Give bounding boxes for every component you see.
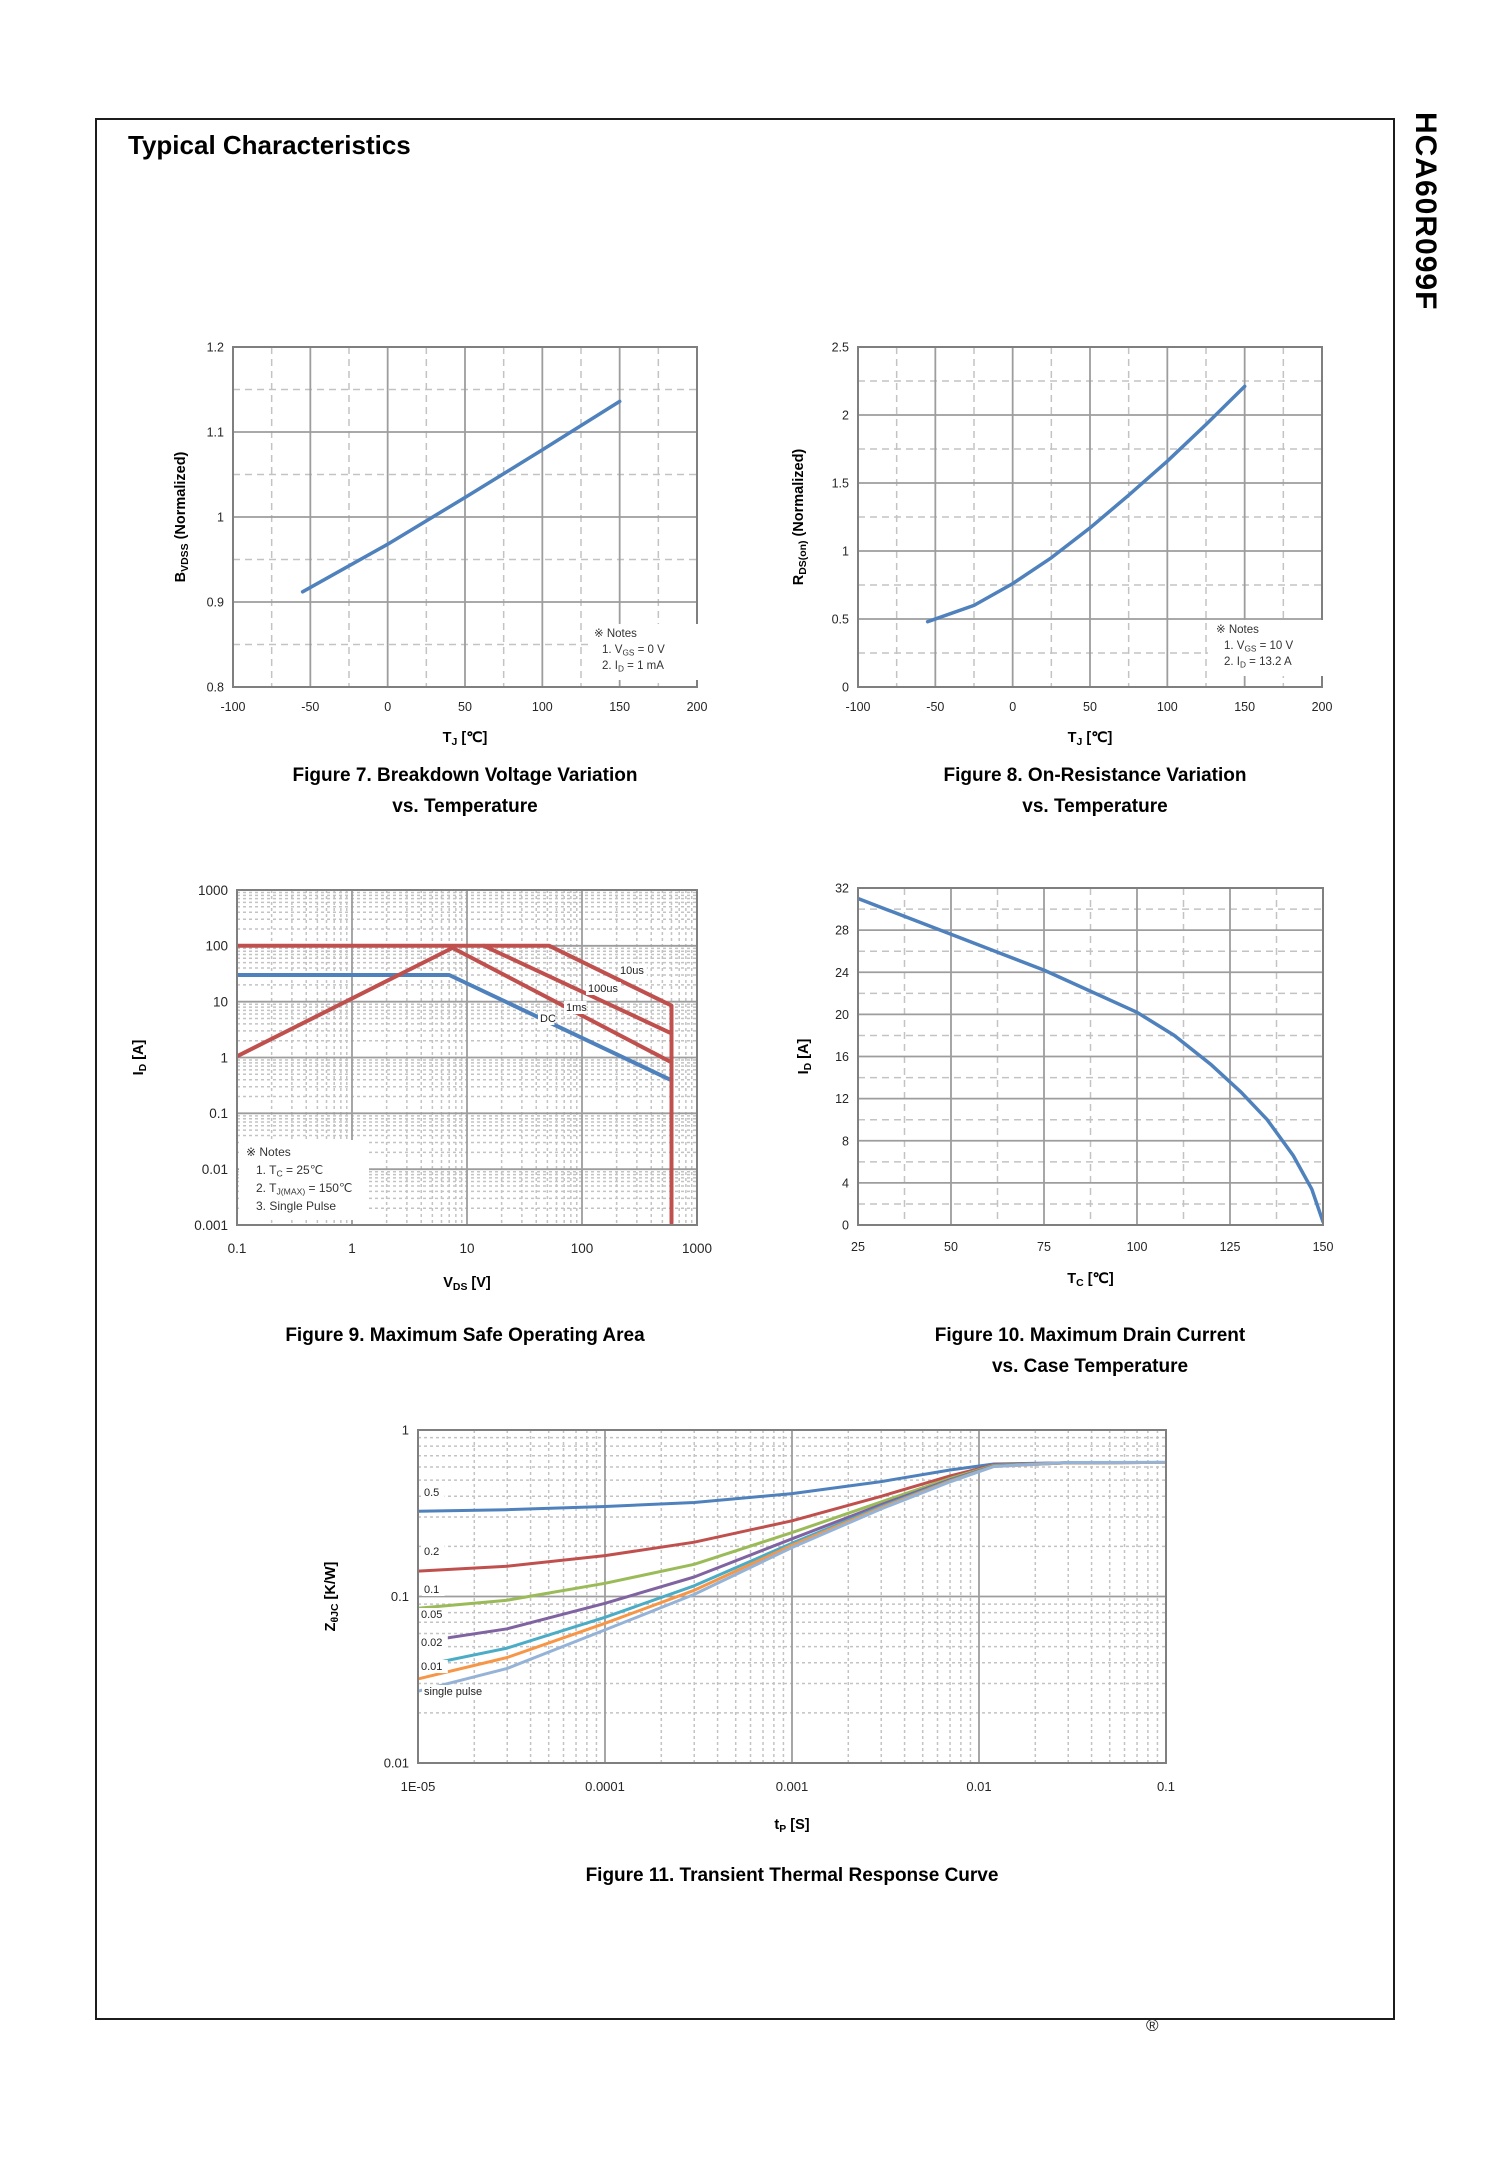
figure10-chart (796, 882, 1333, 1290)
svg-text:1000: 1000 (681, 1241, 713, 1256)
figure10-caption-line2: vs. Case Temperature (991, 1356, 1189, 1377)
svg-text:0.05: 0.05 (421, 1609, 443, 1621)
svg-text:※ Notes: ※ Notes (1216, 624, 1259, 636)
figure8-caption-line2: vs. Temperature (1022, 796, 1168, 817)
svg-text:100: 100 (531, 700, 553, 714)
svg-text:150: 150 (1312, 1240, 1334, 1254)
svg-text:※ Notes: ※ Notes (594, 628, 637, 640)
svg-text:DC: DC (540, 1013, 556, 1025)
series-BVDSS-normalized (303, 401, 620, 591)
svg-text:0.2: 0.2 (424, 1546, 440, 1558)
svg-text:2. ID = 13.2 A: 2. $I_D = 13.2$ A (1224, 656, 1292, 670)
figure8-caption-line1: Figure 8. On-Resistance Variation (943, 765, 1247, 786)
registered-mark: ® (1146, 2016, 1159, 2035)
svg-text:75: 75 (1037, 1240, 1051, 1254)
svg-text:12: 12 (835, 1092, 849, 1107)
svg-text:3. Single Pulse: 3. Single Pulse (256, 1199, 337, 1213)
svg-text:150: 150 (1234, 700, 1256, 714)
svg-text:200: 200 (686, 700, 708, 714)
figure9-caption-line1: Figure 9. Maximum Safe Operating Area (285, 1325, 645, 1346)
svg-text:32: 32 (835, 881, 849, 896)
svg-text:1ms: 1ms (566, 1002, 587, 1014)
svg-text:100us: 100us (588, 983, 618, 995)
svg-text:RDS(on) (Normalized): $R_{DS(on)}$ (Normalized) (791, 448, 810, 586)
svg-text:100: 100 (1156, 700, 1178, 714)
figure7-chart (173, 341, 707, 749)
svg-text:100: 100 (570, 1241, 594, 1256)
svg-text:25: 25 (851, 1240, 865, 1254)
svg-text:1. TC = 25℃: 1. $T_C$ = 25℃ (256, 1163, 324, 1179)
svg-text:single pulse: single pulse (424, 1686, 483, 1698)
svg-text:ID [A]: $I_D$ [A] (131, 1039, 150, 1076)
svg-text:0: 0 (842, 1218, 849, 1233)
svg-text:2: 2 (842, 408, 849, 423)
page-title: Typical Characteristics (128, 130, 411, 160)
svg-text:125: 125 (1219, 1240, 1241, 1254)
svg-text:1.2: 1.2 (206, 340, 224, 355)
svg-text:1E-05: 1E-05 (400, 1779, 436, 1794)
svg-text:0.01: 0.01 (383, 1755, 409, 1771)
svg-text:200: 200 (1311, 700, 1333, 714)
svg-text:50: 50 (1083, 700, 1097, 714)
svg-text:1. VGS = 0 V: 1. $V_{GS} = 0$ V (602, 644, 665, 658)
figure8-caption (810, 760, 1380, 822)
svg-text:0.1: 0.1 (1156, 1779, 1176, 1794)
svg-text:※ Notes: ※ Notes (246, 1145, 291, 1159)
svg-text:0: 0 (842, 680, 849, 695)
svg-text:0.9: 0.9 (206, 595, 224, 610)
svg-text:8: 8 (842, 1134, 849, 1149)
svg-text:VDS [V]: $V_{DS}$ [V] (443, 1275, 491, 1294)
svg-text:0.1: 0.1 (227, 1241, 247, 1256)
svg-text:TJ [℃]: $T_J$ [℃] (442, 730, 488, 749)
svg-text:1: 1 (217, 510, 224, 525)
svg-text:1.1: 1.1 (206, 425, 224, 440)
svg-text:0.0001: 0.0001 (585, 1779, 625, 1794)
svg-text:0.02: 0.02 (421, 1637, 443, 1649)
svg-text:0: 0 (384, 700, 392, 714)
svg-text:tP [S]: $t_P$ [S] (774, 1817, 810, 1836)
figure9-caption (165, 1320, 765, 1351)
figure7-caption (180, 760, 750, 822)
svg-text:1. VGS = 10 V: 1. $V_{GS} = 10$ V (1224, 640, 1294, 654)
svg-text:10: 10 (459, 1241, 475, 1256)
part-number: HCA60R099F (1409, 112, 1442, 311)
svg-text:28: 28 (835, 923, 849, 938)
svg-text:ZθJC [K/W]: $Z_{\theta JC}$ [K/W] (323, 1561, 342, 1632)
svg-text:1: 1 (220, 1050, 228, 1066)
series-RDS(on)-normalized (928, 386, 1245, 621)
svg-text:TJ [℃]: $T_J$ [℃] (1067, 730, 1113, 749)
figure7-caption-line1: Figure 7. Breakdown Voltage Variation (292, 765, 638, 786)
figure8-chart (791, 341, 1332, 749)
svg-text:0.01: 0.01 (201, 1162, 228, 1178)
svg-text:2. TJ(MAX) = 150℃: 2. $T_{J(MAX)}$ = 150℃ (256, 1181, 353, 1197)
figure9-chart (131, 883, 712, 1293)
svg-text:1: 1 (401, 1422, 409, 1438)
svg-text:1000: 1000 (197, 882, 228, 898)
svg-text:0.001: 0.001 (194, 1217, 228, 1233)
svg-text:100: 100 (1126, 1240, 1148, 1254)
svg-text:-100: -100 (845, 700, 871, 714)
svg-text:50: 50 (458, 700, 472, 714)
svg-text:1.5: 1.5 (831, 476, 849, 491)
svg-text:0: 0 (1009, 700, 1017, 714)
svg-text:0.001: 0.001 (775, 1779, 809, 1794)
svg-text:0.1: 0.1 (390, 1589, 409, 1605)
svg-text:100: 100 (205, 938, 228, 954)
svg-text:2. ID = 1 mA: 2. $I_D = 1$ mA (602, 660, 664, 674)
figure10-caption-line1: Figure 10. Maximum Drain Current (934, 1325, 1246, 1346)
svg-text:16: 16 (835, 1050, 849, 1064)
svg-text:10: 10 (212, 994, 228, 1010)
svg-text:0.01: 0.01 (966, 1779, 992, 1794)
svg-text:0.5: 0.5 (831, 612, 849, 627)
svg-text:4: 4 (842, 1176, 849, 1191)
svg-text:10us: 10us (620, 965, 644, 977)
svg-text:0.1: 0.1 (424, 1584, 440, 1596)
svg-text:-100: -100 (220, 700, 246, 714)
figure11-chart (323, 1423, 1175, 1836)
svg-text:24: 24 (835, 965, 849, 980)
svg-text:TC [℃]: $T_C$ [℃] (1067, 1271, 1114, 1290)
svg-text:50: 50 (944, 1240, 958, 1254)
svg-text:ID [A]: $I_D$ [A] (796, 1038, 815, 1075)
svg-text:150: 150 (609, 700, 631, 714)
svg-text:1: 1 (348, 1241, 356, 1256)
svg-text:0.01: 0.01 (421, 1661, 443, 1673)
figure7-caption-line2: vs. Temperature (392, 796, 538, 817)
svg-text:2.5: 2.5 (831, 340, 849, 355)
svg-text:0.5: 0.5 (424, 1487, 440, 1499)
svg-text:0.1: 0.1 (209, 1106, 228, 1122)
svg-text:1: 1 (842, 544, 849, 559)
svg-text:20: 20 (835, 1007, 849, 1022)
figure10-caption (805, 1320, 1375, 1382)
svg-text:BVDSS (Normalized): $B_{VDSS}$ (Normalized) (173, 451, 192, 583)
svg-text:0.8: 0.8 (206, 680, 224, 695)
svg-text:-50: -50 (301, 700, 320, 714)
svg-text:-50: -50 (926, 700, 945, 714)
figure11-caption (402, 1860, 1182, 1891)
figure11-caption-line1: Figure 11. Transient Thermal Response Curve (585, 1865, 999, 1886)
